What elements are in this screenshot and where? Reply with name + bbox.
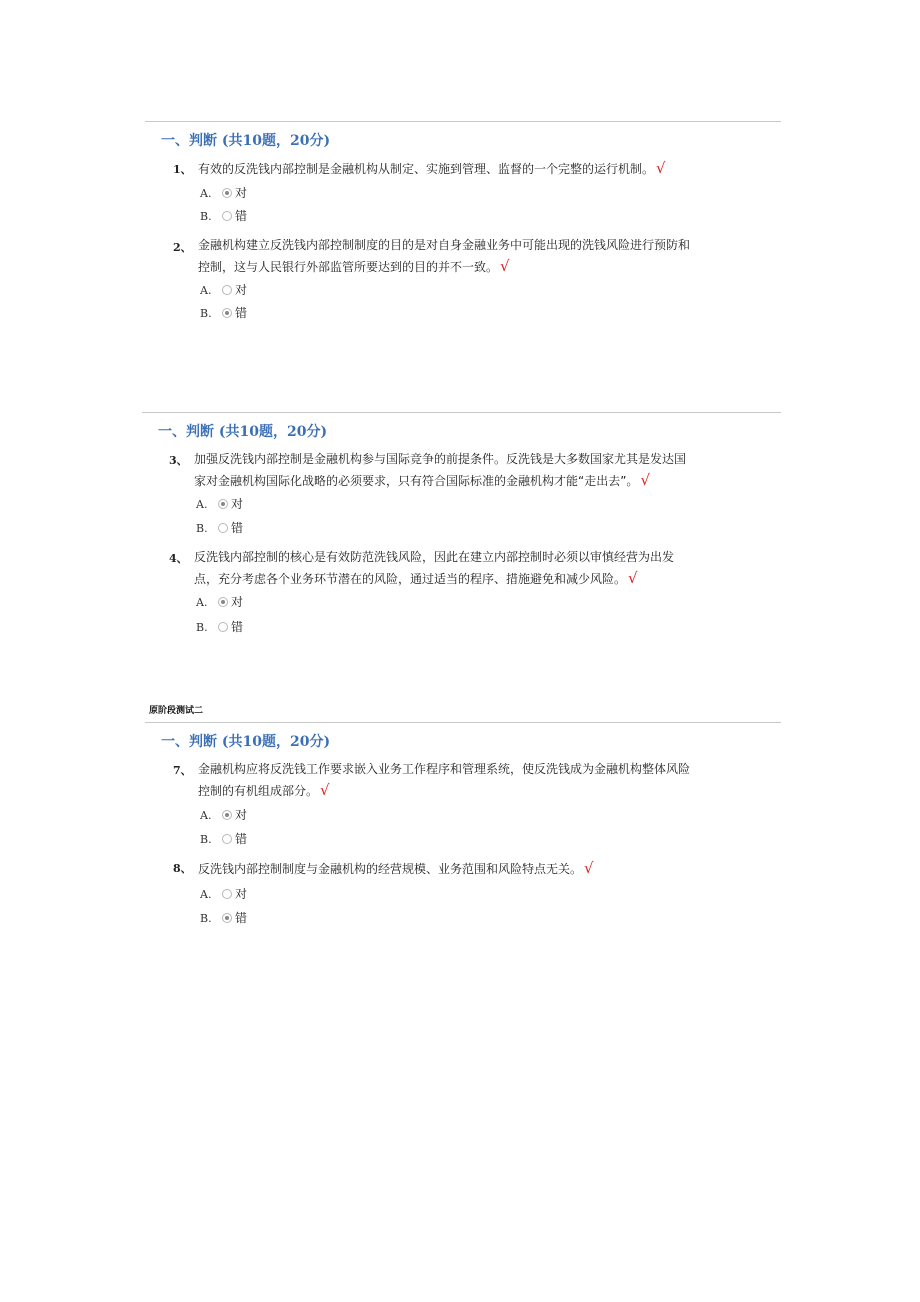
section-divider	[142, 412, 781, 413]
question-line: 反洗钱内部控制制度与金融机构的经营规模、业务范围和风险特点无关。	[198, 862, 583, 876]
question-line: 金融机构建立反洗钱内部控制制度的目的是对自身金融业务中可能出现的洗钱风险进行预防和	[198, 238, 691, 252]
option-label: 对	[235, 887, 248, 901]
option-b[interactable]	[200, 208, 247, 224]
option-label: 错	[235, 911, 248, 925]
question-line: 加强反洗钱内部控制是金融机构参与国际竞争的前提条件。反洗钱是大多数国家尤其是发达国	[194, 452, 687, 466]
option-b[interactable]	[196, 619, 243, 635]
radio-selected-icon[interactable]	[218, 597, 228, 607]
option-label: 对	[235, 808, 248, 822]
option-letter: B.	[200, 833, 212, 846]
radio-unselected-icon[interactable]	[218, 622, 228, 632]
radio-selected-icon[interactable]	[222, 308, 232, 318]
option-label: 对	[231, 595, 244, 609]
correct-check-icon: √	[640, 471, 650, 489]
option-letter: A.	[200, 888, 212, 901]
option-letter: A.	[200, 284, 212, 297]
option-label: 对	[235, 186, 248, 200]
option-letter: B.	[200, 210, 212, 223]
radio-unselected-icon[interactable]	[222, 211, 232, 221]
section-divider	[145, 722, 781, 723]
option-label: 错	[231, 620, 244, 634]
option-a[interactable]	[200, 886, 247, 902]
question-text	[198, 759, 758, 802]
section-title: 一、判断 (共10题，20分)	[158, 424, 328, 440]
option-letter: B.	[200, 307, 212, 320]
radio-selected-icon[interactable]	[218, 499, 228, 509]
correct-check-icon: √	[628, 569, 638, 587]
question-line: 控制的有机组成部分。	[198, 784, 319, 798]
option-a[interactable]	[196, 594, 243, 610]
option-label: 错	[235, 209, 248, 223]
question-number: 2、	[173, 241, 192, 254]
option-a[interactable]	[200, 282, 247, 298]
question-line: 控制，这与人民银行外部监管所要达到的目的并不一致。	[198, 260, 499, 274]
option-letter: B.	[196, 621, 208, 634]
question-number: 8、	[173, 862, 192, 875]
question-line: 有效的反洗钱内部控制是金融机构从制定、实施到管理、监督的一个完整的运行机制。	[198, 162, 655, 176]
option-b[interactable]	[200, 910, 247, 926]
question-number: 3、	[169, 454, 188, 467]
question-line: 家对金融机构国际化战略的必须要求，只有符合国际标准的金融机构才能“走出去”。	[194, 474, 639, 488]
section-title: 一、判断 (共10题，20分)	[161, 734, 331, 750]
option-a[interactable]	[200, 807, 247, 823]
option-letter: A.	[196, 498, 208, 511]
question-line: 金融机构应将反洗钱工作要求嵌入业务工作程序和管理系统，使反洗钱成为金融机构整体风险	[198, 762, 691, 776]
question-number: 4、	[169, 552, 188, 565]
section-divider	[145, 121, 781, 122]
option-letter: B.	[200, 912, 212, 925]
question-text	[198, 235, 758, 278]
radio-selected-icon[interactable]	[222, 913, 232, 923]
radio-unselected-icon[interactable]	[218, 523, 228, 533]
option-a[interactable]	[200, 185, 247, 201]
question-text	[194, 449, 754, 492]
option-label: 错	[235, 832, 248, 846]
option-label: 对	[235, 283, 248, 297]
option-letter: A.	[200, 809, 212, 822]
radio-unselected-icon[interactable]	[222, 889, 232, 899]
question-line: 点，充分考虑各个业务环节潜在的风险，通过适当的程序、措施避免和减少风险。	[194, 572, 627, 586]
correct-check-icon: √	[500, 257, 510, 275]
option-b[interactable]	[200, 831, 247, 847]
option-letter: A.	[196, 596, 208, 609]
radio-selected-icon[interactable]	[222, 810, 232, 820]
option-a[interactable]	[196, 496, 243, 512]
question-text	[198, 858, 758, 880]
option-letter: B.	[196, 522, 208, 535]
correct-check-icon: √	[656, 159, 666, 177]
radio-selected-icon[interactable]	[222, 188, 232, 198]
option-label: 对	[231, 497, 244, 511]
radio-unselected-icon[interactable]	[222, 834, 232, 844]
radio-unselected-icon[interactable]	[222, 285, 232, 295]
correct-check-icon: √	[584, 859, 594, 877]
option-b[interactable]	[196, 520, 243, 536]
question-text	[198, 158, 758, 180]
stage-label: 原阶段测试二	[149, 706, 204, 716]
question-number: 1、	[173, 163, 192, 176]
question-number: 7、	[173, 764, 192, 777]
question-text	[194, 547, 754, 590]
option-label: 错	[235, 306, 248, 320]
question-line: 反洗钱内部控制的核心是有效防范洗钱风险，因此在建立内部控制时必须以审慎经营为出发	[194, 550, 675, 564]
option-b[interactable]	[200, 305, 247, 321]
option-label: 错	[231, 521, 244, 535]
option-letter: A.	[200, 187, 212, 200]
section-title: 一、判断 (共10题，20分)	[161, 133, 331, 149]
correct-check-icon: √	[320, 781, 330, 799]
